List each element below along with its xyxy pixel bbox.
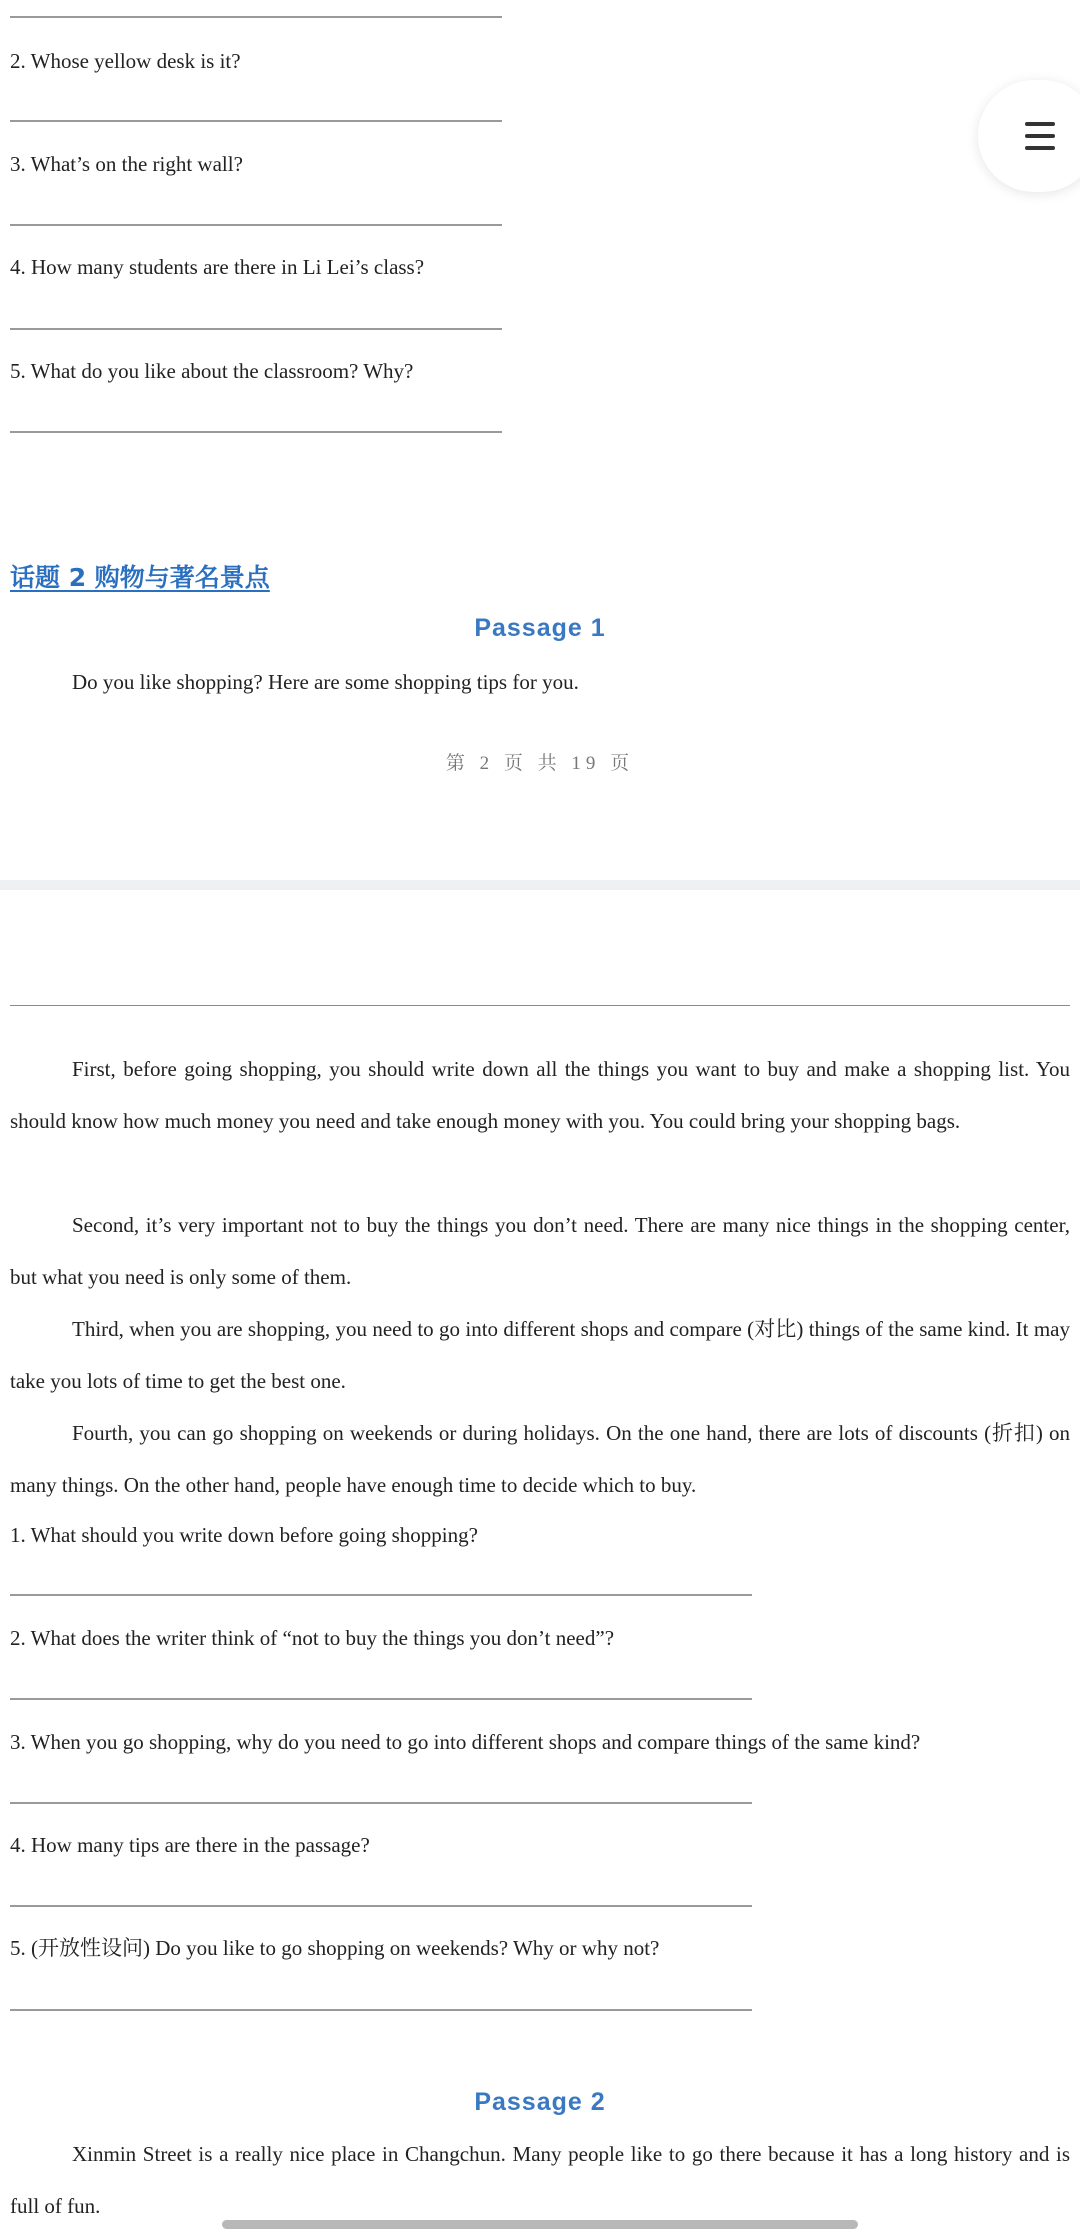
answer-line (10, 120, 502, 122)
question-5: 5. (开放性设问) Do you like to go shopping on weekends? Why or why not? (10, 1936, 660, 1960)
question-3: 3. When you go shopping, why do you need to go into different shops and compare things of the same kind? (10, 1730, 921, 1754)
answer-line (10, 16, 502, 18)
question-3: 3. What’s on the right wall? (10, 152, 243, 176)
page-divider (0, 880, 1080, 890)
horizontal-scrollbar[interactable] (222, 2220, 858, 2229)
question-2: 2. Whose yellow desk is it? (10, 49, 241, 73)
question-4: 4. How many tips are there in the passage? (10, 1833, 370, 1857)
paragraph-second: Second, it’s very important not to buy the things you don’t need. There are many nice things in the shopping center, but what you need is only some of them. (10, 1213, 1070, 1289)
answer-line (10, 1698, 752, 1700)
paragraph-fourth: Fourth, you can go shopping on weekends or during holidays. On the one hand, there are lots of discounts (折扣) on many things. On the other hand, people have enough time to decide which to buy. (10, 1421, 1070, 1497)
header-rule (10, 1005, 1070, 1006)
passage-2-title: Passage 2 (474, 2088, 606, 2116)
paragraph-third: Third, when you are shopping, you need to go into different shops and compare (对比) things of the same kind. It may take you lots of time to get the best one. (10, 1317, 1070, 1393)
answer-line (10, 1594, 752, 1596)
passage-2-intro: Xinmin Street is a really nice place in Changchun. Many people like to go there because it has a long history and is full of fun. (10, 2142, 1070, 2218)
passage-1-intro: Do you like shopping? Here are some shopping tips for you. (72, 670, 579, 694)
paragraph-first: First, before going shopping, you should write down all the things you want to buy and make a shopping list. You should know how much money you need and take enough money with you. You could bring your shopping bags. (10, 1057, 1070, 1133)
page-indicator: 第 2 页 共 19 页 (445, 753, 635, 774)
answer-line (10, 1802, 752, 1804)
question-5: 5. What do you like about the classroom? Why? (10, 359, 414, 383)
topic-heading[interactable]: 话题 2 购物与著名景点 (10, 563, 270, 592)
passage-1-title: Passage 1 (474, 614, 606, 642)
answer-line (10, 2009, 752, 2011)
question-4: 4. How many students are there in Li Lei’s class? (10, 255, 425, 279)
menu-button[interactable] (978, 80, 1080, 192)
answer-line (10, 431, 502, 433)
answer-line (10, 328, 502, 330)
question-1: 1. What should you write down before going shopping? (10, 1523, 478, 1547)
answer-line (10, 1905, 752, 1907)
answer-line (10, 224, 502, 226)
question-2: 2. What does the writer think of “not to buy the things you don’t need”? (10, 1626, 615, 1650)
